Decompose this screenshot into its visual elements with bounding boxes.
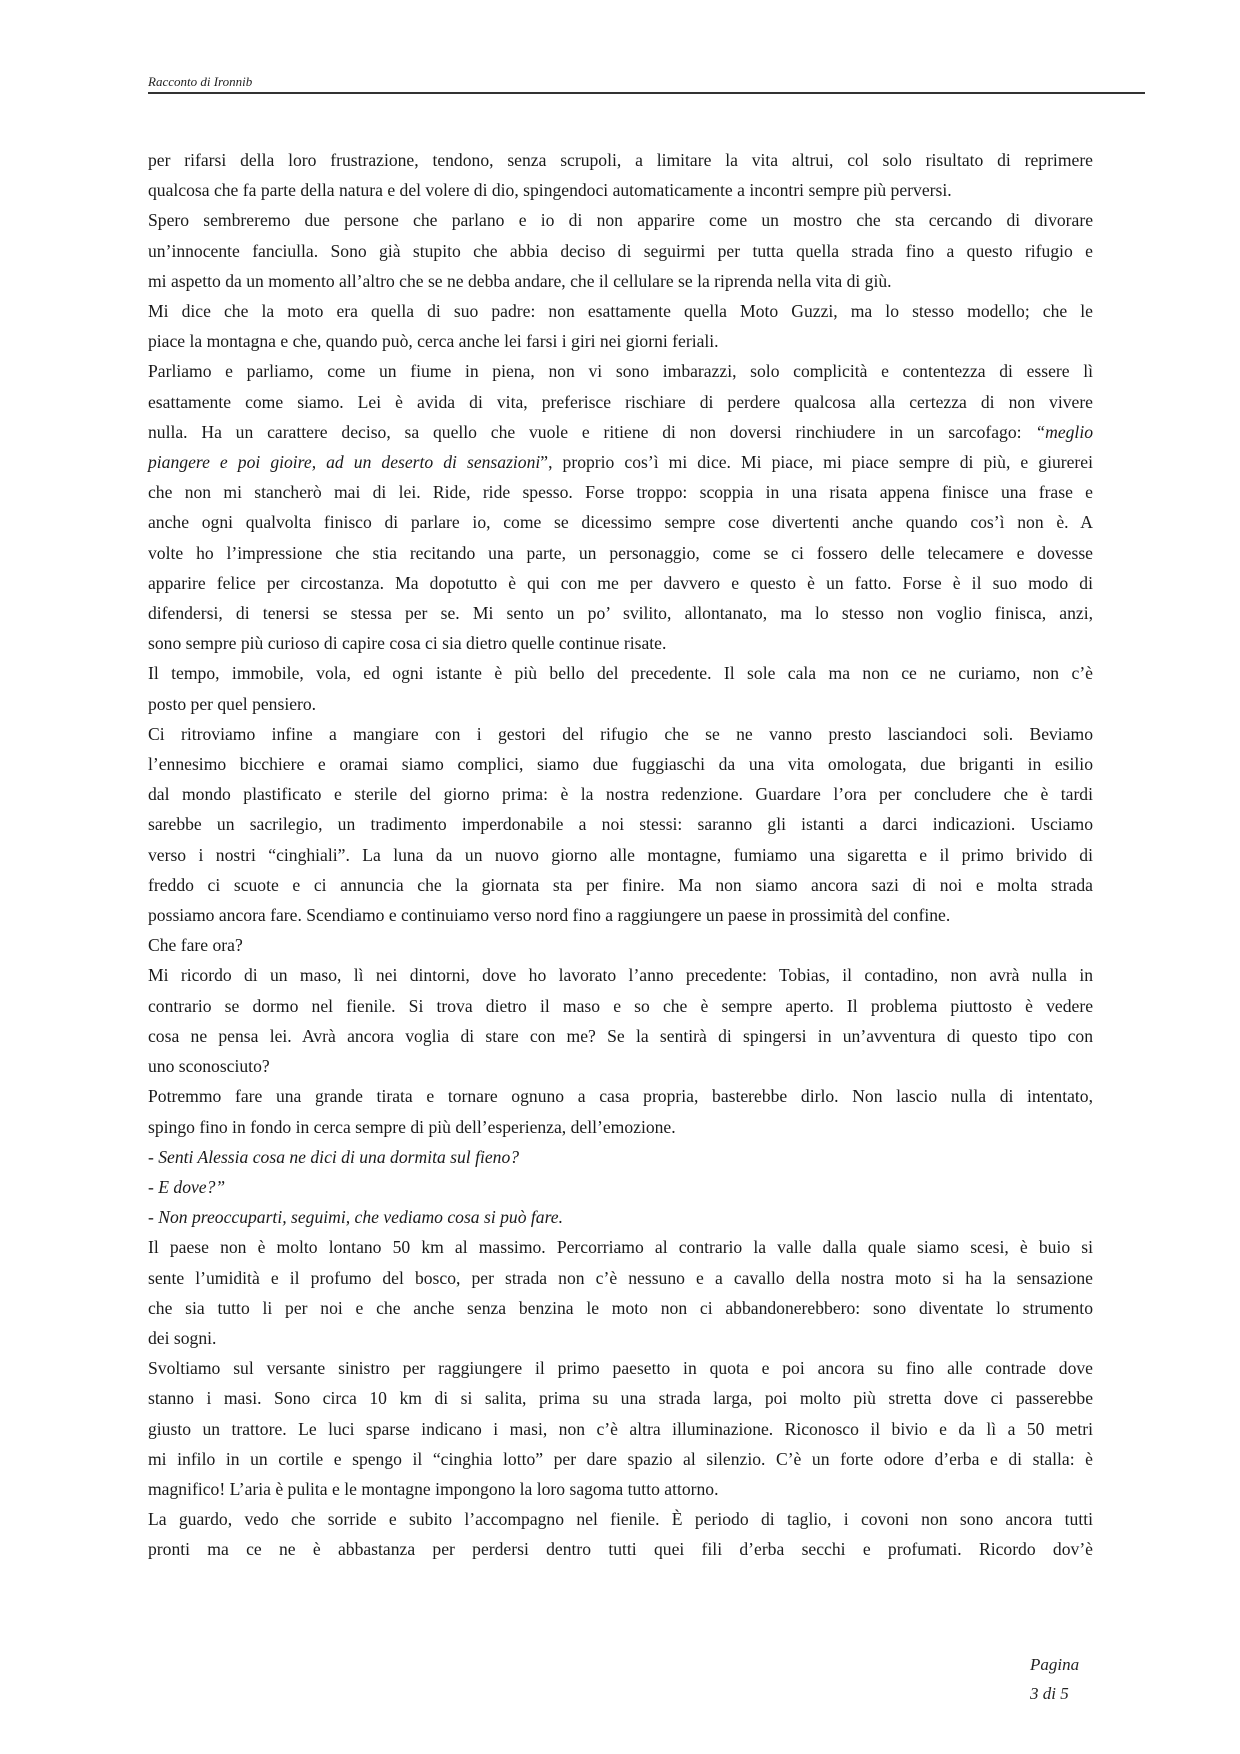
text-line (148, 417, 1093, 447)
text-line: Potremmo fare una grande tirata e tornare ognuno a casa propria, basterebbe dirlo. Non lascio nulla di intentato, (148, 1086, 1093, 1107)
paragraph-3 (148, 296, 1093, 356)
quote-italic: “meglio (1035, 421, 1093, 442)
text-line: sarebbe un sacrilegio, un tradimento imperdonabile a noi stessi: saranno gli istanti a darci indicazioni. Usciamo (148, 814, 1093, 835)
text-line: pronti ma ce ne è abbastanza per perdersi dentro tutti quei fili d’erba secchi e profumati. Ricordo dov’è (148, 1539, 1093, 1560)
text-line: verso i nostri “cinghiali”. La luna da un nuovo giorno alle montagne, fumiamo una sigaretta e il primo brivido di (148, 844, 1093, 865)
text-line: magnifico! L’aria è pulita e le montagne impongono la loro sagoma tutto attorno. (148, 1478, 719, 1499)
text-line: un’innocente fanciulla. Sono già stupito che abbia deciso di seguirmi per tutta quella strada fino a questo rifugio e (148, 240, 1093, 261)
paragraph-8 (148, 960, 1093, 1081)
text-line: apparire felice per circostanza. Ma dopotutto è qui con me per davvero e questo è un fatto. Forse è il suo modo di (148, 572, 1093, 593)
text-line (148, 447, 1093, 477)
dialogue (148, 1142, 1093, 1233)
text-segment: nulla. Ha un carattere deciso, sa quello che vuole e ritiene di non doversi rinchiudere in un sarcofago: (148, 421, 1036, 442)
text-line: Il tempo, immobile, vola, ed ogni istante è più bello del precedente. Il sole cala ma non ce ne curiamo, non c’è (148, 663, 1093, 684)
text-line: possiamo ancora fare. Scendiamo e continuiamo verso nord fino a raggiungere un paese in prossimità del confine. (148, 905, 951, 926)
text-line: piace la montagna e che, quando può, cerca anche lei farsi i giri nei giorni feriali. (148, 331, 719, 352)
text-line: La guardo, vedo che sorride e subito l’accompagno nel fienile. È periodo di taglio, i covoni non sono ancora tutti (148, 1509, 1093, 1530)
paragraph-11 (148, 1353, 1093, 1504)
paragraph-5 (148, 658, 1093, 718)
text-line: cosa ne pensa lei. Avrà ancora voglia di stare con me? Se la sentirà di spingersi in un’avventura di questo tipo con (148, 1025, 1093, 1046)
text-line: Svoltiamo sul versante sinistro per raggiungere il primo paesetto in quota e poi ancora su fino alle contrade dove (148, 1358, 1093, 1379)
text-line: contrario se dormo nel fienile. Si trova dietro il maso e so che è sempre aperto. Il problema piuttosto è vedere (148, 995, 1093, 1016)
text-line: Il paese non è molto lontano 50 km al massimo. Percorriamo al contrario la valle dalla quale siamo scesi, è buio si (148, 1237, 1093, 1258)
page-number: 3 di 5 (1030, 1684, 1069, 1703)
paragraph-4 (148, 356, 1093, 658)
text-line: uno sconosciuto? (148, 1056, 270, 1077)
text-line: anche ogni qualvolta finisco di parlare io, come se dicessimo sempre cose divertenti anche quando cos’ì non è. A (148, 512, 1093, 533)
text-line: giusto un trattore. Le luci sparse indicano i masi, non c’è altra illuminazione. Riconosco il bivio e da lì a 50 metri (148, 1418, 1093, 1439)
text-line: per rifarsi della loro frustrazione, tendono, senza scrupoli, a limitare la vita altrui, col solo risultato di reprimere (148, 150, 1093, 170)
text-line: spingo fino in fondo in cerca sempre di più dell’esperienza, dell’emozione. (148, 1116, 676, 1137)
text-line: sono sempre più curioso di capire cosa ci sia dietro quelle continue risate. (148, 633, 667, 654)
paragraph-9 (148, 1081, 1093, 1141)
text-line: che non mi stancherò mai di lei. Ride, ride spesso. Forse troppo: scoppia in una risata appena finisce una frase e (148, 482, 1093, 503)
text-line: mi aspetto da un momento all’altro che se ne debba andare, che il cellulare se la riprenda nella vita di giù. (148, 270, 892, 291)
text-line: freddo ci scuote e ci annuncia che la giornata sta per finire. Ma non siamo ancora sazi di noi e molta strada (148, 874, 1093, 895)
text-line: Parliamo e parliamo, come un fiume in piena, non vi sono imbarazzi, solo complicità e contentezza di essere lì (148, 361, 1093, 382)
dialogue-line: - E dove?” (148, 1176, 226, 1197)
paragraph-7 (148, 930, 1093, 960)
document-title: Racconto di Ironnib (148, 74, 253, 89)
text-line: che sia tutto li per noi e che anche senza benzina le moto non ci abbandonerebbero: sono diventate lo strumento (148, 1297, 1093, 1318)
paragraph-12 (148, 1504, 1093, 1564)
text-line: Spero sembreremo due persone che parlano e io di non apparire come un mostro che sta cercando di divorare (148, 210, 1093, 231)
text-line: Ci ritroviamo infine a mangiare con i gestori del rifugio che se ne vanno presto lasciandoci soli. Beviamo (148, 723, 1093, 744)
text-segment: ”, proprio cos’ì mi dice. Mi piace, mi piace sempre di più, e giurerei (540, 452, 1093, 473)
text-line: sente l’umidità e il profumo del bosco, per strada non c’è nessuno e a cavallo della nostra moto si ha la sensazione (148, 1267, 1093, 1288)
page-footer (1030, 1650, 1079, 1708)
page-label: Pagina (1030, 1655, 1080, 1674)
paragraph-6 (148, 719, 1093, 930)
quote-italic: piangere e poi gioire, ad un deserto di sensazioni (148, 452, 541, 473)
text-line: stanno i masi. Sono circa 10 km di si salita, prima su una strada larga, poi molto più stretta dove ci passerebbe (148, 1388, 1093, 1409)
text-line: Mi dice che la moto era quella di suo padre: non esattamente quella Moto Guzzi, ma lo stesso modello; che le (148, 301, 1093, 322)
text-line: posto per quel pensiero. (148, 693, 317, 714)
text-line: Mi ricordo di un maso, lì nei dintorni, dove ho lavorato l’anno precedente: Tobias, il contadino, non avrà nulla in (148, 965, 1093, 986)
paragraph-2 (148, 205, 1093, 296)
body-text (148, 145, 1093, 1565)
paragraph-1 (148, 145, 1093, 205)
text-line: volte ho l’impressione che stia recitando una parte, un personaggio, come se ci fossero delle telecamere e dovesse (148, 542, 1093, 563)
text-line: dal mondo plastificato e sterile del giorno prima: è la nostra redenzione. Guardare l’ora per concludere che è tardi (148, 784, 1093, 805)
text-line: esattamente come siamo. Lei è avida di vita, preferisce rischiare di perdere qualcosa alla certezza di non vivere (148, 391, 1093, 412)
dialogue-line: - Senti Alessia cosa ne dici di una dormita sul fieno? (148, 1146, 520, 1167)
text-line: qualcosa che fa parte della natura e del volere di dio, spingendoci automaticamente a incontri sempre più perversi. (148, 180, 952, 201)
page-header (148, 72, 1145, 94)
paragraph-10 (148, 1232, 1093, 1353)
text-line: l’ennesimo bicchiere e oramai siamo complici, siamo due fuggiaschi da una vita omologata, due briganti in esilio (148, 754, 1093, 775)
dialogue-line: - Non preoccuparti, seguimi, che vediamo cosa si può fare. (148, 1207, 564, 1228)
text-line: Che fare ora? (148, 935, 243, 956)
text-line: dei sogni. (148, 1327, 217, 1348)
text-line: mi infilo in un cortile e spengo il “cinghia lotto” per dare spazio al silenzio. C’è un forte odore d’erba e di stalla: è (148, 1448, 1093, 1469)
text-line: difendersi, di tenersi se stessa per se. Mi sento un po’ svilito, allontanato, ma lo stesso non voglio finisca, anzi, (148, 603, 1093, 624)
